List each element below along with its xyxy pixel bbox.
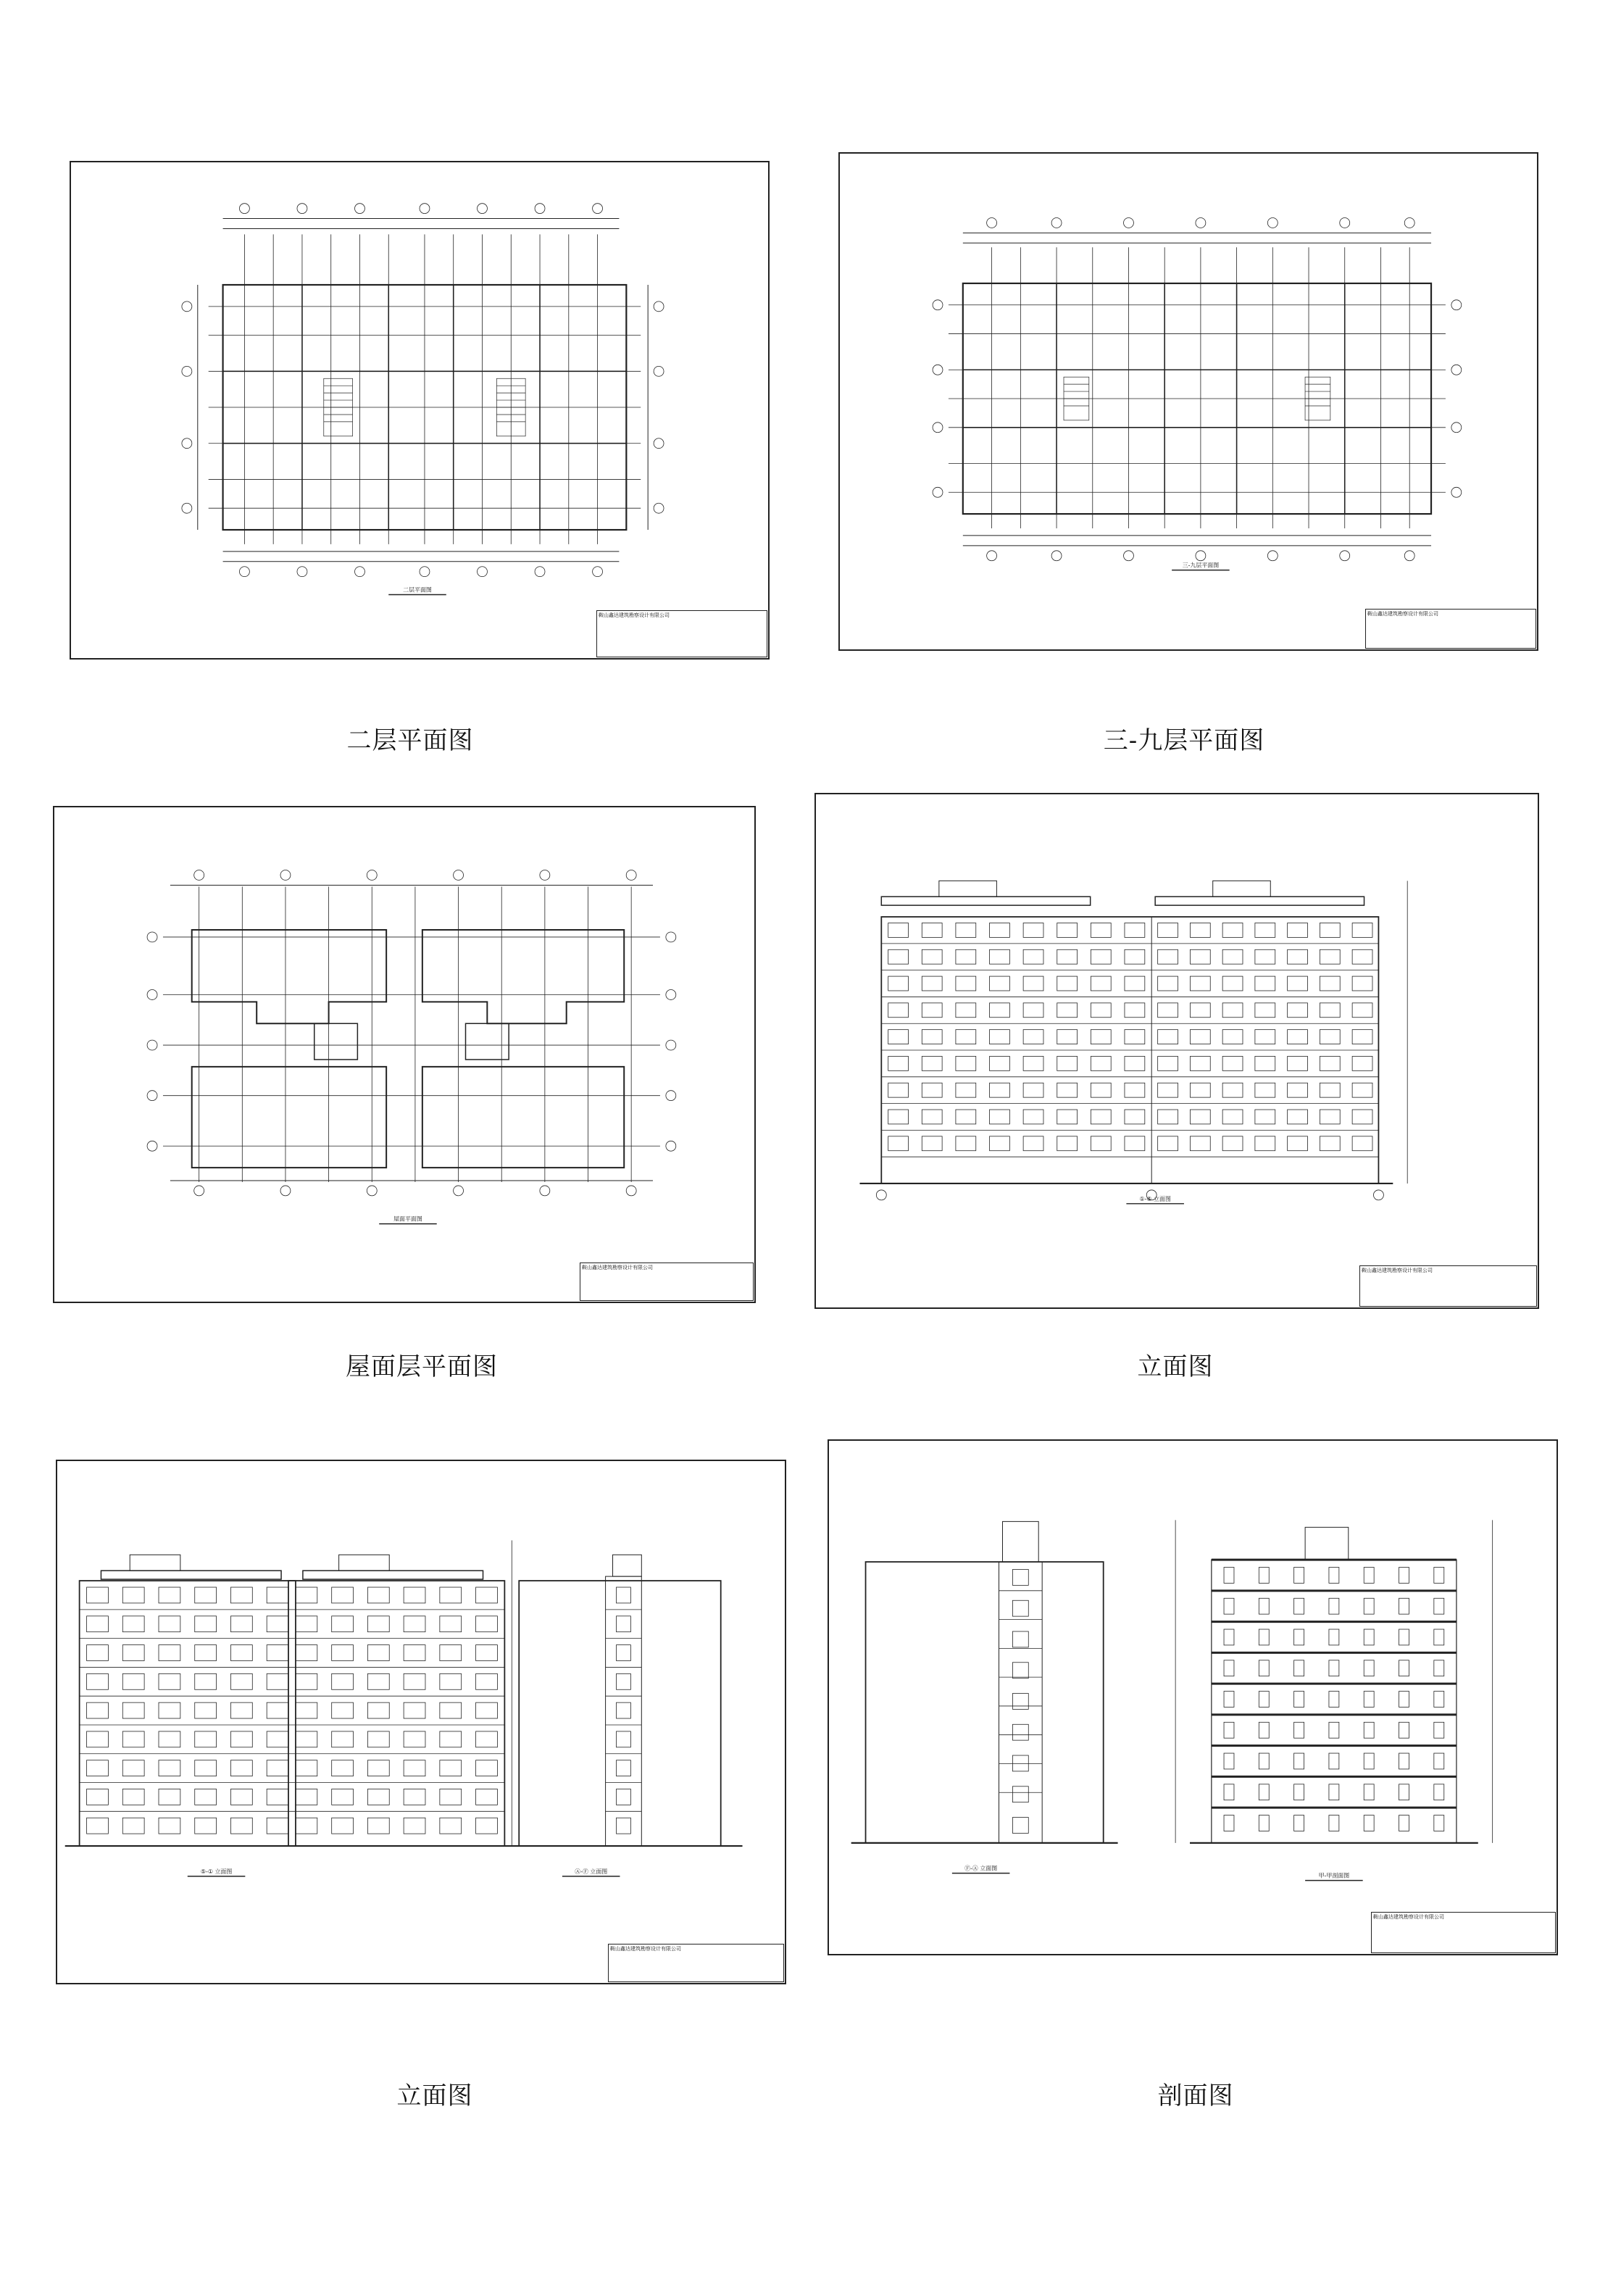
drawing-sheet-section: [828, 1439, 1558, 1955]
window-grid: [87, 1587, 631, 1834]
elevation-1-drawing: [816, 794, 1538, 1307]
drawing-label: ⑤-① 立面图: [200, 1868, 233, 1875]
drawing-label: ①-⑤ 立面图: [1139, 1195, 1171, 1202]
title-block: [608, 1944, 784, 1982]
drawing-label: Ⓐ-Ⓕ 立面图: [575, 1868, 608, 1875]
title-block-company: 鞍山鑫达建筑勘察设计有限公司: [1362, 1268, 1433, 1273]
caption-roof-plan: 屋面层平面图: [346, 1352, 498, 1381]
title-block: [596, 610, 767, 657]
caption-elevation-1: 立面图: [1137, 1352, 1214, 1381]
title-block-company: 鞍山鑫达建筑勘察设计有限公司: [599, 612, 670, 618]
drawing-label: 二层平面图: [403, 586, 432, 594]
drawing-sheet-second-floor-plan: [70, 161, 770, 660]
drawing-label: 三-九层平面图: [1182, 562, 1220, 569]
title-block-company: 鞍山鑫达建筑勘察设计有限公司: [610, 1946, 681, 1952]
drawing-label: Ⓕ-Ⓐ 立面图: [964, 1865, 998, 1872]
title-block-company: 鞍山鑫达建筑勘察设计有限公司: [1373, 1914, 1444, 1920]
title-block: [1371, 1912, 1556, 1953]
title-block-company: 鞍山鑫达建筑勘察设计有限公司: [582, 1265, 653, 1270]
drawing-label: 屋面平面图: [393, 1215, 422, 1223]
drawing-sheet-elevation-1: [814, 793, 1539, 1309]
3-9-floor-plan-drawing: [840, 154, 1537, 649]
elevation-2-drawing: [57, 1461, 785, 1983]
caption-elevation-2: 立面图: [396, 2081, 473, 2110]
section-drawing: [829, 1441, 1557, 1954]
window-grid: [888, 923, 1372, 1150]
caption-second-floor-plan: 二层平面图: [346, 726, 474, 755]
drawing-sheet-elevation-2: [56, 1460, 786, 1984]
drawing-sheet-roof-plan: [53, 806, 756, 1303]
second-floor-plan-drawing: [71, 162, 768, 658]
title-block: [580, 1263, 754, 1301]
caption-section: 剖面图: [1157, 2081, 1234, 2110]
title-block: [1359, 1265, 1537, 1307]
title-block: [1365, 609, 1536, 649]
drawing-sheet-3-9-floor-plan: [838, 152, 1538, 651]
drawing-label: 甲-甲剖面图: [1318, 1872, 1350, 1879]
window-grid: [1012, 1568, 1443, 1834]
title-block-company: 鞍山鑫达建筑勘察设计有限公司: [1367, 611, 1438, 617]
roof-plan-drawing: [54, 807, 754, 1302]
caption-3-9-floor-plan: 三-九层平面图: [1103, 726, 1265, 755]
